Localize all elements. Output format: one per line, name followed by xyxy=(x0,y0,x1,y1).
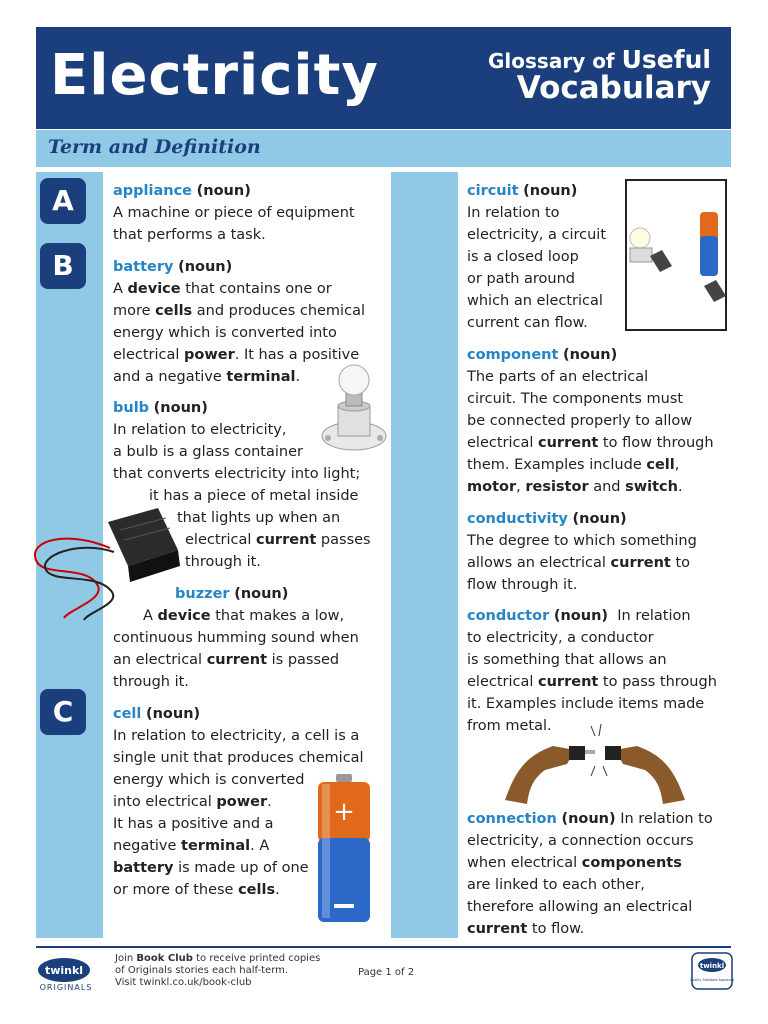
term-appliance: appliance xyxy=(113,183,193,199)
pos-label: (noun) xyxy=(561,811,616,827)
definition-line: is a closed loop xyxy=(467,249,579,265)
badge-text: twinkl xyxy=(699,962,725,970)
definition-line: through it. xyxy=(113,674,189,690)
subheader-text: Term and Definition xyxy=(48,136,261,158)
definition-line: negative terminal. A xyxy=(113,838,270,854)
pos-label: (noun) xyxy=(153,400,208,416)
glossary-line2: Vocabulary xyxy=(516,70,711,106)
term-circuit: circuit xyxy=(467,183,519,199)
definition-line: energy which is converted xyxy=(113,772,305,788)
definition-line: electrical current to flow through xyxy=(467,435,714,451)
definition-line: is something that allows an xyxy=(467,652,667,668)
definition-line: or more of these cells. xyxy=(113,882,280,898)
glossary-heading xyxy=(488,45,711,106)
connection-hands-illustration xyxy=(505,722,685,804)
definition-line: when electrical components xyxy=(467,855,682,871)
subheader-bar xyxy=(36,130,731,167)
definition-line: In relation to electricity, xyxy=(113,422,287,438)
term-battery: battery xyxy=(113,259,174,275)
definition-line: from metal. xyxy=(467,718,552,734)
definition-line: electrical current passes xyxy=(185,532,371,548)
definition-line: A machine or piece of equipment xyxy=(113,205,355,221)
definition-line: A device that contains one or xyxy=(113,281,332,297)
badge-subtext: Quality Standard Approved xyxy=(690,978,734,982)
footer-book-club: Join Book Club to receive printed copies of Originals stories each half-term. Visit twinkl.co.uk/book-club xyxy=(115,953,321,988)
definition-line: continuous humming sound when xyxy=(113,630,359,646)
page-title: Electricity xyxy=(50,43,379,108)
definition-line: electricity, a connection occurs xyxy=(467,833,694,849)
definition-line: therefore allowing an electrical xyxy=(467,899,693,915)
quality-badge xyxy=(690,951,734,991)
circuit-illustration xyxy=(620,176,732,334)
term-component: component xyxy=(467,347,559,363)
definition-line: electricity, a circuit xyxy=(467,227,607,243)
letter-c-badge: C xyxy=(40,689,86,735)
definition-line: energy which is converted into xyxy=(113,325,337,341)
glossary-line1-b: Useful xyxy=(621,45,711,74)
definition-line: In relation xyxy=(608,608,691,624)
definition-line: A device that makes a low, xyxy=(143,608,345,624)
pos-label: (noun) xyxy=(553,608,609,624)
definition-line: current to flow. xyxy=(467,921,585,937)
definition-line: it has a piece of metal inside xyxy=(149,488,359,504)
definition-line: It has a positive and a xyxy=(113,816,274,832)
definition-line: that lights up when an xyxy=(177,510,341,526)
definition-line: single unit that produces chemical xyxy=(113,750,364,766)
term-bulb: bulb xyxy=(113,400,150,416)
definition-line: a bulb is a glass container xyxy=(113,444,303,460)
term-connection: connection xyxy=(467,811,557,827)
pos-label: (noun) xyxy=(572,511,627,527)
definition-line: to electricity, a conductor xyxy=(467,630,654,646)
definition-line: be connected properly to allow xyxy=(467,413,693,429)
letter-a-badge: A xyxy=(40,178,86,224)
definition-line: allows an electrical current to xyxy=(467,555,691,571)
definition-line: more cells and produces chemical xyxy=(113,303,365,319)
definition-line: into electrical power. xyxy=(113,794,272,810)
letter-b-badge: B xyxy=(40,243,86,289)
definition-line: motor, resistor and switch. xyxy=(467,479,683,495)
definition-line: The parts of an electrical xyxy=(467,369,649,385)
definition-line: it. Examples include items made xyxy=(467,696,705,712)
pos-label: (noun) xyxy=(234,586,289,602)
definition-line: them. Examples include cell, xyxy=(467,457,680,473)
definition-line: are linked to each other, xyxy=(467,877,645,893)
entry-conductor xyxy=(467,605,717,737)
logo-text: twinkl xyxy=(44,964,84,977)
book-club-link[interactable]: Book Club xyxy=(136,953,193,964)
pos-label: (noun) xyxy=(196,183,251,199)
definition-line: that converts electricity into light; xyxy=(113,466,361,482)
middle-strip xyxy=(391,172,458,938)
header-banner xyxy=(36,27,731,129)
definition-line: flow through it. xyxy=(467,577,578,593)
footer-line: of Originals stories each half-term. xyxy=(115,965,289,976)
definition-line: current can flow. xyxy=(467,315,588,331)
definition-line: and a negative terminal. xyxy=(113,369,301,385)
definition-line: In relation to xyxy=(467,205,560,221)
term-conductivity: conductivity xyxy=(467,511,568,527)
entry-appliance xyxy=(113,180,355,246)
pos-label: (noun) xyxy=(563,347,618,363)
term-conductor: conductor xyxy=(467,608,550,624)
footer-divider xyxy=(36,946,731,948)
logo-subtext: ORIGINALS xyxy=(39,983,93,992)
definition-line: through it. xyxy=(185,554,261,570)
entry-component xyxy=(467,344,714,498)
definition-line: In relation to xyxy=(615,811,713,827)
term-cell: cell xyxy=(113,706,142,722)
definition-line: battery is made up of one xyxy=(113,860,309,876)
battery-cell-illustration xyxy=(314,772,374,932)
definition-line: circuit. The components must xyxy=(467,391,684,407)
definition-line: In relation to electricity, a cell is a xyxy=(113,728,360,744)
pos-label: (noun) xyxy=(523,183,578,199)
definition-line: which an electrical xyxy=(467,293,603,309)
definition-line: The degree to which something xyxy=(467,533,697,549)
definition-line: an electrical current is passed xyxy=(113,652,340,668)
entry-connection xyxy=(467,808,713,940)
definition-line: electrical power. It has a positive xyxy=(113,347,360,363)
definition-line: or path around xyxy=(467,271,575,287)
footer-url[interactable]: Visit twinkl.co.uk/book-club xyxy=(115,977,252,988)
twinkl-originals-logo xyxy=(34,956,98,992)
definition-line: that performs a task. xyxy=(113,227,266,243)
page-number: Page 1 of 2 xyxy=(358,967,415,978)
entry-circuit xyxy=(467,180,606,334)
term-buzzer: buzzer xyxy=(175,586,230,602)
buzzer-illustration xyxy=(28,500,183,622)
pos-label: (noun) xyxy=(178,259,233,275)
definition-line: electrical current to pass through xyxy=(467,674,717,690)
svg-text:+: + xyxy=(333,797,355,827)
entry-conductivity xyxy=(467,508,697,596)
pos-label: (noun) xyxy=(145,706,201,722)
bulb-holder-illustration xyxy=(318,362,390,454)
glossary-line1-a: Glossary of xyxy=(488,49,622,73)
